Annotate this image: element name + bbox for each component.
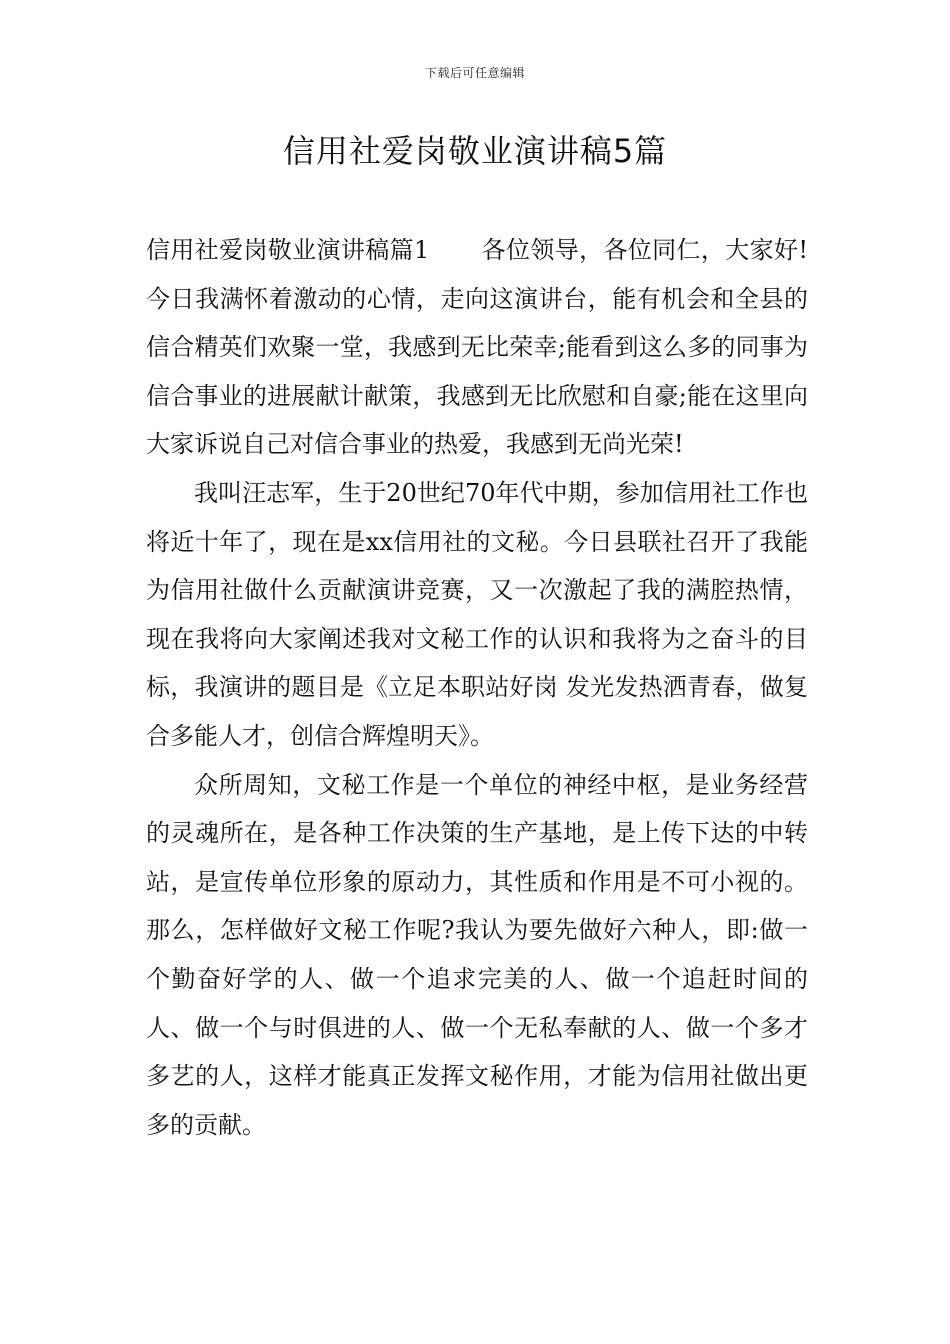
document-title: 信用社爱岗敬业演讲稿5篇 <box>282 132 668 170</box>
paragraph-1-text: 各位领导，各位同仁，大家好!今日我满怀着激动的心情，走向这演讲台，能有机会和全县的信合精英们欢聚一堂，我感到无比荣幸;能看到这么多的同事为信合事业的进展献计献策，我感到无比欣慰和自豪;能在这里向大家诉说自己对信合事业的热爱，我感到无尚光荣! <box>146 236 808 459</box>
speech-lead-label: 信用社爱岗敬业演讲稿篇1 <box>146 236 430 264</box>
document-body <box>146 226 808 1149</box>
paragraph-3: 众所周知，文秘工作是一个单位的神经中枢，是业务经营的灵魂所在，是各种工作决策的生产基地，是上传下达的中转站，是宣传单位形象的原动力，其性质和作用是不可小视的。那么，怎样做好文秘工作呢?我认为要先做好六种人，即:做一个勤奋好学的人、做一个追求完美的人、做一个追赶时间的人、做一个与时俱进的人、做一个无私奉献的人、做一个多才多艺的人，这样才能真正发挥文秘作用，才能为信用社做出更多的贡献。 <box>146 770 808 1139</box>
header-note: 下载后可任意编辑 <box>424 66 525 80</box>
paragraph-2: 我叫汪志军，生于20世纪70年代中期，参加信用社工作也将近十年了，现在是xx信用社的文秘。今日县联社召开了我能为信用社做什么贡献演讲竞赛，又一次激起了我的满腔热情，现在我将向大家阐述我对文秘工作的认识和我将为之奋斗的目标，我演讲的题目是《立足本职站好岗 发光发热洒青春，做复合多能人才，创信合辉煌明天》。 <box>146 478 808 750</box>
paragraph-1 <box>146 226 808 469</box>
